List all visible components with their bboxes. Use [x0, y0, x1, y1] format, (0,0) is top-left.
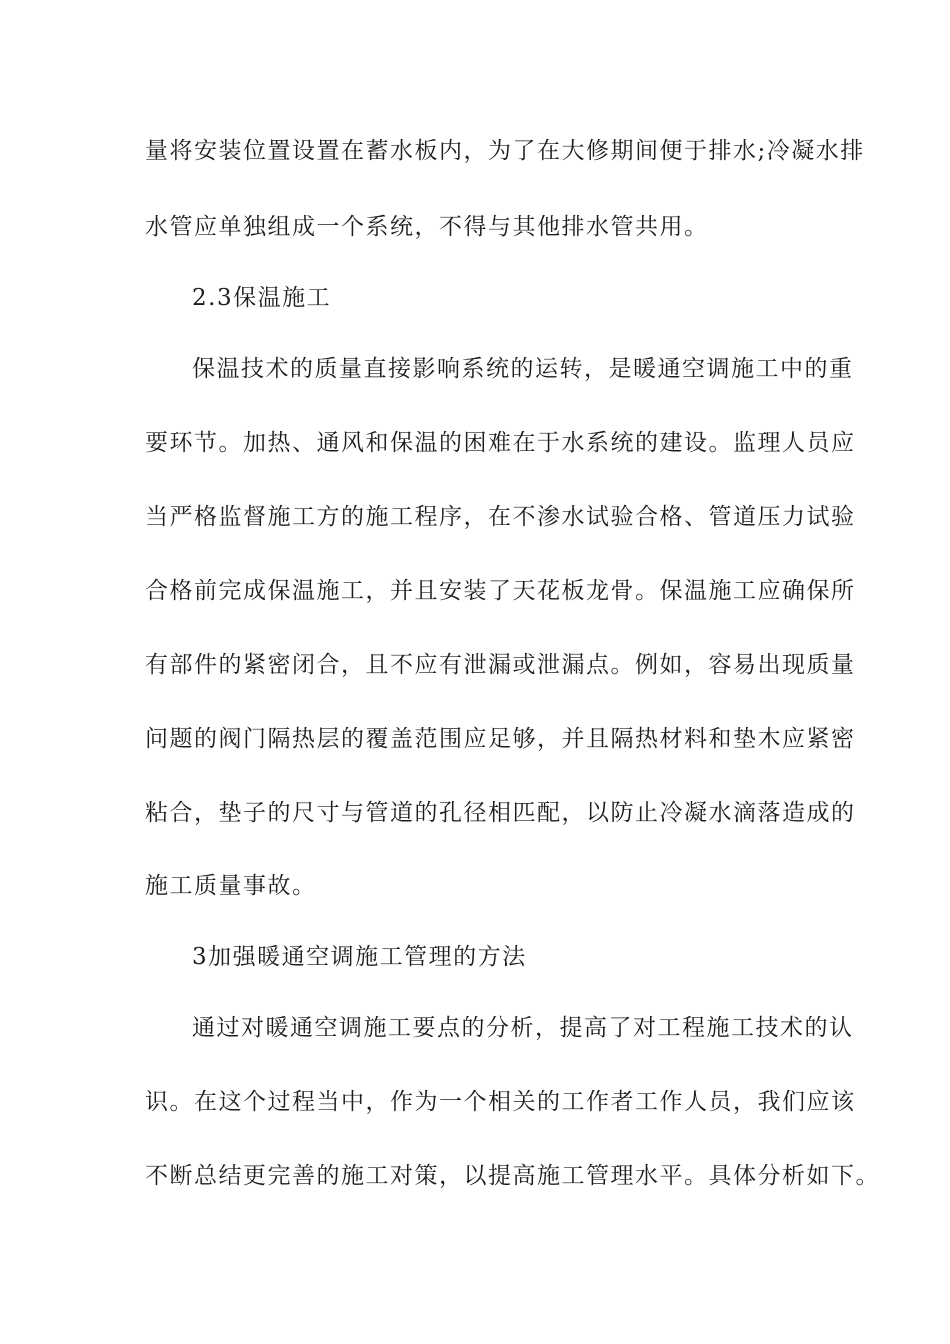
paragraph-line: 通过对暖通空调施工要点的分析，提高了对工程施工技术的认 — [192, 1015, 854, 1041]
paragraph-line: 不断总结更完善的施工对策，以提高施工管理水平。具体分析如下。 — [145, 1163, 880, 1189]
paragraph-line: 量将安装位置设置在蓄水板内，为了在大修期间便于排水;冷凝水排 — [145, 138, 865, 164]
paragraph-line: 水管应单独组成一个系统，不得与其他排水管共用。 — [145, 214, 709, 240]
paragraph-line: 施工质量事故。 — [145, 873, 317, 899]
paragraph-line: 合格前完成保温施工，并且安装了天花板龙骨。保温施工应确保所 — [145, 578, 856, 604]
paragraph-line: 有部件的紧密闭合，且不应有泄漏或泄漏点。例如，容易出现质量 — [145, 652, 856, 678]
paragraph-line: 识。在这个过程当中，作为一个相关的工作者工作人员，我们应该 — [145, 1089, 856, 1115]
paragraph-line: 保温技术的质量直接影响系统的运转，是暖通空调施工中的重 — [192, 356, 854, 382]
section-heading-2-3: 2.3保温施工 — [192, 285, 332, 311]
section-heading-3: 3加强暖通空调施工管理的方法 — [192, 944, 527, 970]
paragraph-line: 粘合，垫子的尺寸与管道的孔径相匹配，以防止冷凝水滴落造成的 — [145, 800, 856, 826]
paragraph-line: 要环节。加热、通风和保温的困难在于水系统的建设。监理人员应 — [145, 430, 856, 456]
paragraph-line: 当严格监督施工方的施工程序，在不渗水试验合格、管道压力试验 — [145, 504, 856, 530]
paragraph-line: 问题的阀门隔热层的覆盖范围应足够，并且隔热材料和垫木应紧密 — [145, 726, 856, 752]
